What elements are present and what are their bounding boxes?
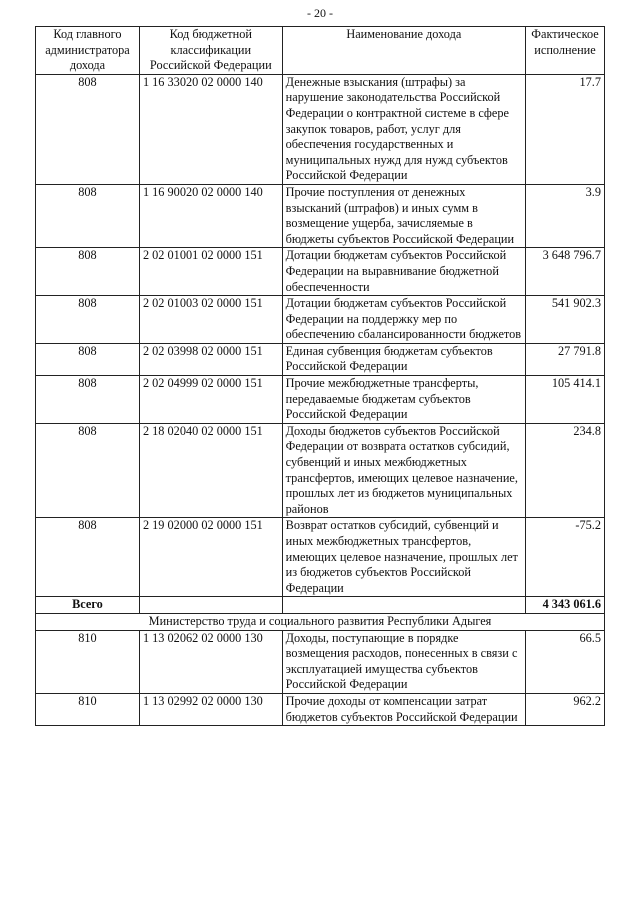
admin-code-cell: 808 bbox=[36, 248, 140, 296]
income-name-cell: Денежные взыскания (штрафы) за нарушение законодательства Российской Федерации о контрактной системе в сфере закупок товаров, работ, услуг для обеспечения государственных и муниципальных нужд для нужд субъектов Российской Федерации bbox=[282, 74, 525, 184]
header-admin-code: Код главного администратора дохода bbox=[36, 27, 140, 75]
table-row bbox=[36, 518, 605, 597]
amount-cell: 962.2 bbox=[526, 693, 605, 725]
admin-code-cell: 808 bbox=[36, 376, 140, 424]
amount-cell: 234.8 bbox=[526, 423, 605, 518]
amount-cell: 541 902.3 bbox=[526, 296, 605, 344]
bk-code-cell: 2 02 03998 02 0000 151 bbox=[139, 343, 282, 375]
income-name-cell: Возврат остатков субсидий, субвенций и иных межбюджетных трансфертов, имеющих целевое назначение, прошлых лет из бюджетов субъектов Российской Федерации bbox=[282, 518, 525, 597]
empty-cell bbox=[139, 597, 282, 614]
admin-code-cell: 808 bbox=[36, 74, 140, 184]
admin-code-cell: 808 bbox=[36, 518, 140, 597]
amount-cell: 3.9 bbox=[526, 184, 605, 247]
table-row bbox=[36, 184, 605, 247]
amount-cell: -75.2 bbox=[526, 518, 605, 597]
income-name-cell: Доходы, поступающие в порядке возмещения расходов, понесенных в связи с эксплуатацией имущества субъектов Российской Федерации bbox=[282, 630, 525, 693]
admin-code-cell: 808 bbox=[36, 184, 140, 247]
income-name-cell: Дотации бюджетам субъектов Российской Федерации на выравнивание бюджетной обеспеченности bbox=[282, 248, 525, 296]
table-row bbox=[36, 296, 605, 344]
bk-code-cell: 2 02 01001 02 0000 151 bbox=[139, 248, 282, 296]
admin-code-cell: 808 bbox=[36, 343, 140, 375]
header-income-name: Наименование дохода bbox=[282, 27, 525, 75]
bk-code-cell: 2 02 01003 02 0000 151 bbox=[139, 296, 282, 344]
page-number: - 20 - bbox=[307, 6, 333, 20]
amount-cell: 27 791.8 bbox=[526, 343, 605, 375]
income-table bbox=[35, 26, 605, 726]
bk-code-cell: 2 18 02040 02 0000 151 bbox=[139, 423, 282, 518]
amount-cell: 66.5 bbox=[526, 630, 605, 693]
header-bk-code: Код бюджетной классификации Российской Федерации bbox=[139, 27, 282, 75]
table-row bbox=[36, 423, 605, 518]
section-row bbox=[36, 613, 605, 630]
section-title: Министерство труда и социального развития Республики Адыгея bbox=[36, 613, 605, 630]
table-row bbox=[36, 343, 605, 375]
income-name-cell: Прочие доходы от компенсации затрат бюджетов субъектов Российской Федерации bbox=[282, 693, 525, 725]
table-header-row bbox=[36, 27, 605, 75]
income-name-cell: Прочие поступления от денежных взысканий (штрафов) и иных сумм в возмещение ущерба, зачисляемые в бюджеты субъектов Российской Федерации bbox=[282, 184, 525, 247]
income-name-cell: Единая субвенция бюджетам субъектов Российской Федерации bbox=[282, 343, 525, 375]
bk-code-cell: 1 13 02062 02 0000 130 bbox=[139, 630, 282, 693]
income-name-cell: Прочие межбюджетные трансферты, передаваемые бюджетам субъектов Российской Федерации bbox=[282, 376, 525, 424]
header-actual: Фактическое исполнение bbox=[526, 27, 605, 75]
total-amount: 4 343 061.6 bbox=[526, 597, 605, 614]
amount-cell: 17.7 bbox=[526, 74, 605, 184]
total-label: Всего bbox=[36, 597, 140, 614]
admin-code-cell: 810 bbox=[36, 693, 140, 725]
income-name-cell: Доходы бюджетов субъектов Российской Федерации от возврата остатков субсидий, субвенций и иных межбюджетных трансфертов, имеющих целевое назначение, прошлых лет из бюджетов муниципальных районов bbox=[282, 423, 525, 518]
table-row bbox=[36, 630, 605, 693]
amount-cell: 3 648 796.7 bbox=[526, 248, 605, 296]
empty-cell bbox=[282, 597, 525, 614]
total-row bbox=[36, 597, 605, 614]
table-row bbox=[36, 248, 605, 296]
bk-code-cell: 1 16 33020 02 0000 140 bbox=[139, 74, 282, 184]
table-row bbox=[36, 74, 605, 184]
income-name-cell: Дотации бюджетам субъектов Российской Федерации на поддержку мер по обеспечению сбалансированности бюджетов bbox=[282, 296, 525, 344]
bk-code-cell: 2 02 04999 02 0000 151 bbox=[139, 376, 282, 424]
amount-cell: 105 414.1 bbox=[526, 376, 605, 424]
bk-code-cell: 1 16 90020 02 0000 140 bbox=[139, 184, 282, 247]
table-row bbox=[36, 693, 605, 725]
admin-code-cell: 808 bbox=[36, 423, 140, 518]
table-row bbox=[36, 376, 605, 424]
bk-code-cell: 1 13 02992 02 0000 130 bbox=[139, 693, 282, 725]
admin-code-cell: 810 bbox=[36, 630, 140, 693]
bk-code-cell: 2 19 02000 02 0000 151 bbox=[139, 518, 282, 597]
admin-code-cell: 808 bbox=[36, 296, 140, 344]
